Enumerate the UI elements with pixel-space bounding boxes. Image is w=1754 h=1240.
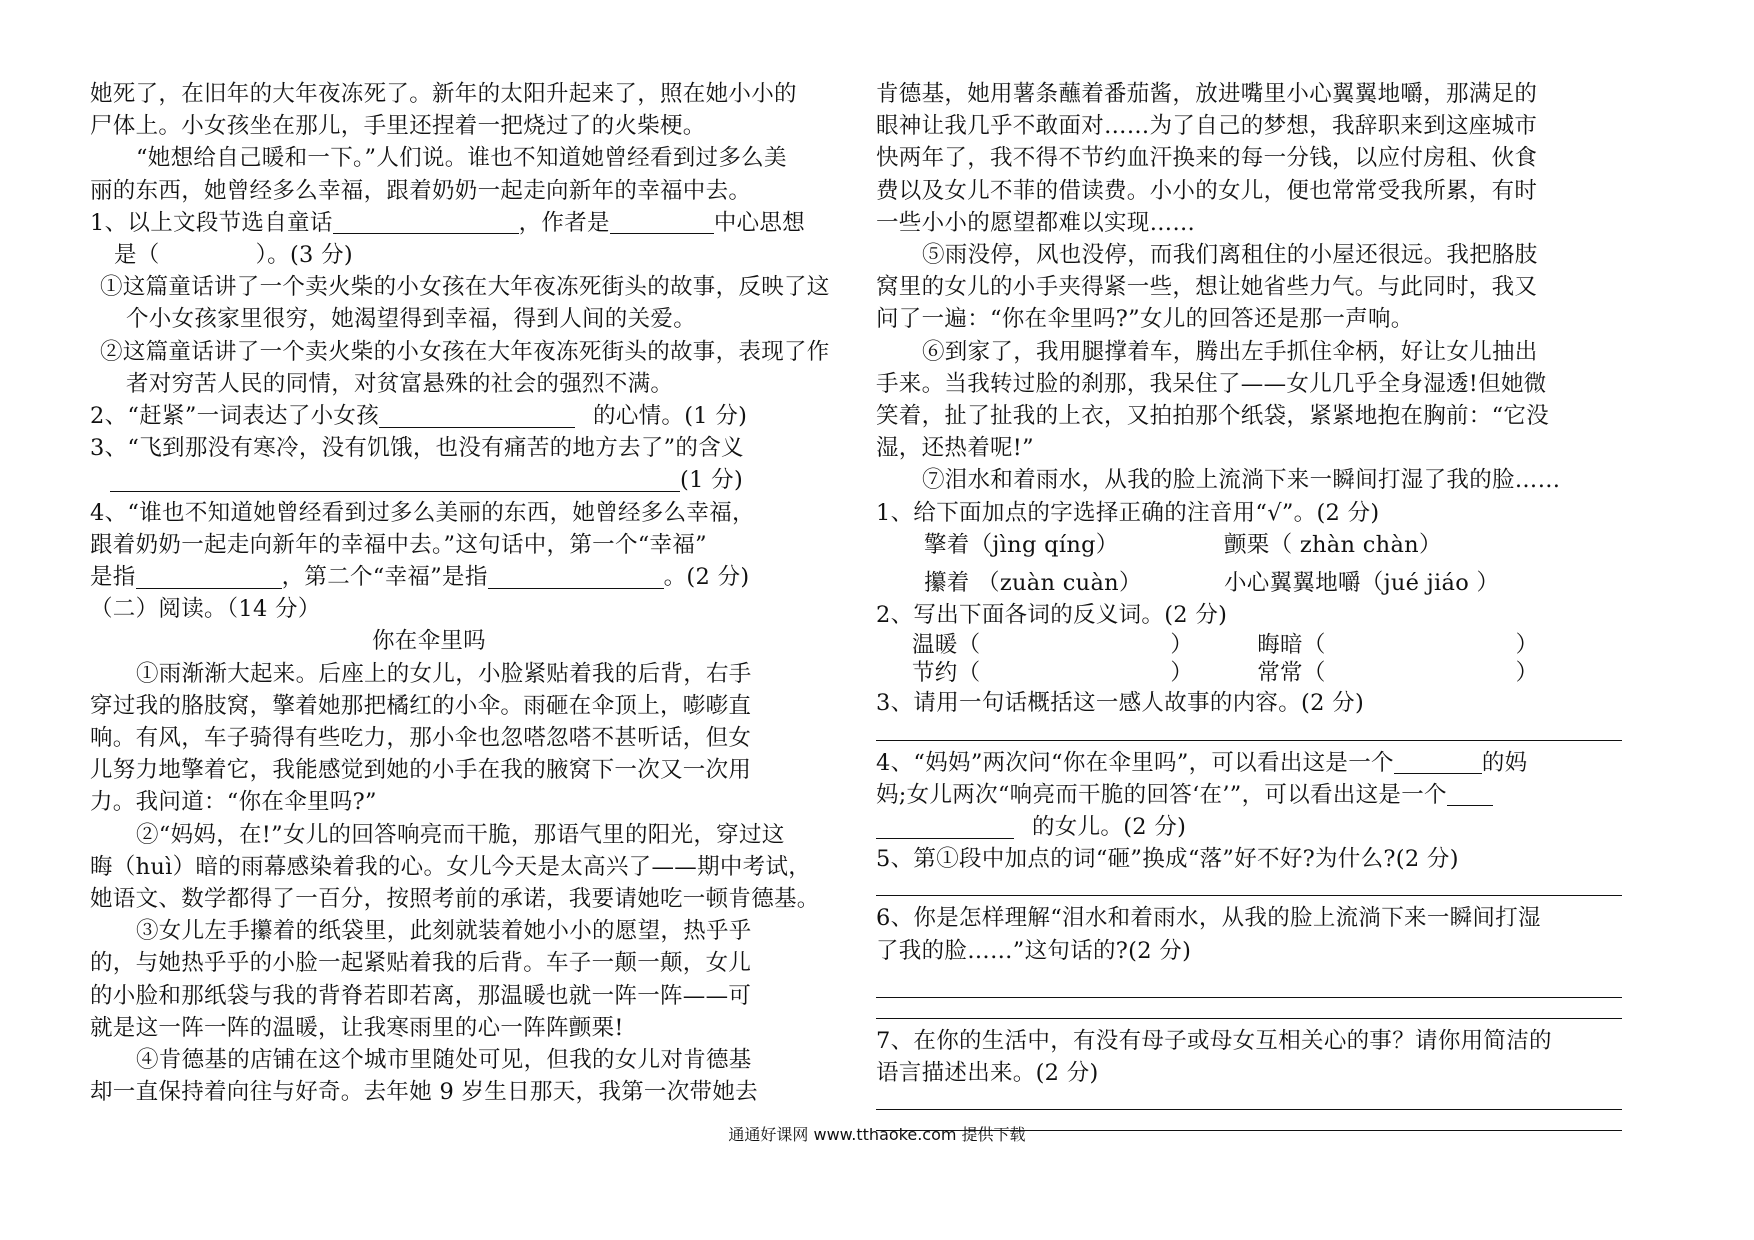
pinyin-choice[interactable]: 攥着 （zuàn cuàn） <box>924 570 1142 597</box>
story-line: 湿，还热着呢!” <box>876 435 1034 462</box>
story-line: 她语文、数学都得了一百分，按照考前的承诺，我要请她吃一顿肯德基。 <box>90 886 820 913</box>
antonym-row: 节约（ ） 常常（ ） <box>912 660 1539 687</box>
answer-line[interactable] <box>876 720 1622 741</box>
reading-question-7: 7、在你的生活中，有没有母子或母女互相关心的事？请你用简洁的 <box>876 1027 1552 1054</box>
reading-question-3: 3、请用一句话概括这一感人故事的内容。(2 分) <box>876 690 1365 717</box>
reading-question-4: 4、“妈妈”两次问“你在伞里吗”，可以看出这是一个 的妈 <box>876 749 1528 776</box>
story-line: ⑦泪水和着雨水，从我的脸上流淌下来一瞬间打湿了我的脸…… <box>922 467 1561 494</box>
story-line: 力。我问道：“你在伞里吗?” <box>90 789 377 816</box>
story-line: 肯德基，她用薯条蘸着番茄酱，放进嘴里小心翼翼地嚼，那满足的 <box>876 81 1538 107</box>
reading-question-4: 妈;女儿两次“响亮而干脆的回答‘在’”，可以看出这是一个 <box>876 779 1622 811</box>
pinyin-choice-row <box>876 529 1622 561</box>
paragraph-line: “她想给自己暖和一下。”人们说。谁也不知道她曾经看到过多么美 <box>136 145 787 172</box>
story-line: ②“妈妈，在!”女儿的回答响亮而干脆，那语气里的阳光，穿过这 <box>136 821 785 848</box>
answer-line[interactable] <box>876 998 1622 1019</box>
option-1-line: ①这篇童话讲了一个卖火柴的小女孩在大年夜冻死街头的故事，反映了这 <box>100 274 830 301</box>
reading-question-6: 6、你是怎样理解“泪水和着雨水，从我的脸上流淌下来一瞬间打湿 <box>876 905 1541 932</box>
story-line: 一些小小的愿望都难以实现…… <box>876 209 1196 236</box>
right-column <box>876 78 1622 1131</box>
paragraph-line: 尸体上。小女孩坐在那儿，手里还捏着一把烧过了的火柴梗。 <box>90 113 706 140</box>
question-4: 跟着奶奶一起走向新年的幸福中去。”这句话中，第一个“幸福” <box>90 531 707 558</box>
story-line: ①雨渐渐大起来。后座上的女儿，小脸紧贴着我的后背，右手 <box>136 660 752 687</box>
story-line: 的小脸和那纸袋与我的背脊若即若离，那温暖也就一阵一阵——可 <box>90 982 752 1009</box>
reading-question-1: 1、给下面加点的字选择正确的注音用“√”。(2 分) <box>876 499 1380 526</box>
reading-question-2: 2、写出下面各词的反义词。(2 分) <box>876 602 1228 629</box>
option-2-line: ②这篇童话讲了一个卖火柴的小女孩在大年夜冻死街头的故事，表现了作 <box>100 338 830 365</box>
option-1-line: 个小女孩家里很穷，她渴望得到幸福，得到人间的关爱。 <box>126 306 697 333</box>
story-line: 晦（huì）暗的雨幕感染着我的心。女儿今天是太高兴了——期中考试， <box>90 853 812 880</box>
answer-blank[interactable] <box>1447 782 1493 807</box>
answer-line[interactable] <box>876 1089 1622 1110</box>
question-1-choice: 是（ ）。(3 分) <box>114 242 353 269</box>
question-2: 2、“赶紧”一词表达了小女孩 的心情。(1 分) <box>90 403 748 430</box>
question-4-answer: 是指 ，第二个“幸福”是指 。(2 分) <box>90 564 750 591</box>
pinyin-choice[interactable]: 小心翼翼地嚼（jué jiáo ） <box>1224 570 1500 597</box>
story-line: 就是这一阵一阵的温暖，让我寒雨里的心一阵阵颤栗! <box>90 1014 624 1041</box>
answer-blank[interactable] <box>136 564 282 589</box>
paragraph-line: 她死了，在旧年的大年夜冻死了。新年的太阳升起来了，照在她小小的 <box>90 81 797 107</box>
reading-question-5: 5、第①段中加点的词“砸”换成“落”好不好?为什么?(2 分) <box>876 846 1459 873</box>
reading-question-7: 语言描述出来。(2 分) <box>876 1060 1099 1087</box>
story-line: 却一直保持着向往与好奇。去年她 9 岁生日那天，我第一次带她去 <box>90 1079 758 1106</box>
pinyin-choice[interactable]: 颤栗（ zhàn chàn） <box>1224 531 1442 558</box>
paragraph-line: 丽的东西，她曾经多么幸福，跟着奶奶一起走向新年的幸福中去。 <box>90 177 752 204</box>
footer-source: 通通好课网 www.tthaoke.com 提供下载 <box>728 1125 1026 1144</box>
story-line: 问了一遍：“你在伞里吗?”女儿的回答还是那一声响。 <box>876 306 1414 333</box>
story-line: 的，与她热乎乎的小脸一起紧贴着我的后背。车子一颠一颠，女儿 <box>90 950 752 977</box>
question-3-answer: (1 分) <box>90 464 838 496</box>
story-line: ④肯德基的店铺在这个城市里随处可见，但我的女儿对肯德基 <box>136 1047 752 1074</box>
story-line: ③女儿左手攥着的纸袋里，此刻就装着她小小的愿望，热乎乎 <box>136 918 752 945</box>
question-4: 4、“谁也不知道她曾经看到过多么美丽的东西，她曾经多么幸福， <box>90 499 755 526</box>
story-line: 手来。当我转过脸的刹那，我呆住了——女儿几乎全身湿透!但她微 <box>876 370 1547 397</box>
story-line: ⑥到家了，我用腿撑着车，腾出左手抓住伞柄，好让女儿抽出 <box>922 338 1538 365</box>
story-line: 窝里的女儿的小手夹得紧一些，想让她省些力气。与此同时，我又 <box>876 274 1538 301</box>
option-2-line: 者对穷苦人民的同情，对贫富悬殊的社会的强烈不满。 <box>126 370 674 397</box>
answer-blank[interactable] <box>610 210 714 235</box>
story-line: 快两年了，我不得不节约血汗换来的每一分钱，以应付房租、伙食 <box>876 145 1538 172</box>
left-column <box>90 78 838 1109</box>
answer-blank[interactable] <box>333 210 519 235</box>
story-line: 费以及女儿不菲的借读费。小小的女儿，便也常常受我所累，有时 <box>876 177 1538 204</box>
answer-blank[interactable] <box>876 814 1014 839</box>
story-line: 穿过我的胳肢窝，擎着她那把橘红的小伞。雨砸在伞顶上，嘭嘭直 <box>90 692 752 719</box>
answer-blank[interactable] <box>488 564 664 589</box>
answer-blank[interactable] <box>1394 750 1482 775</box>
story-line: 眼神让我几乎不敢面对……为了自己的梦想，我辞职来到这座城市 <box>876 113 1538 140</box>
question-3: 3、“飞到那没有寒冷，没有饥饿，也没有痛苦的地方去了”的含义 <box>90 435 744 462</box>
pinyin-choice-row <box>876 567 1622 599</box>
answer-blank[interactable] <box>110 467 680 492</box>
story-line: 笑着，扯了扯我的上衣，又拍拍那个纸袋，紧紧地抱在胸前：“它没 <box>876 403 1550 430</box>
story-line: 儿努力地擎着它，我能感觉到她的小手在我的腋窝下一次又一次用 <box>90 757 752 784</box>
answer-blank[interactable] <box>379 403 575 428</box>
answer-line[interactable] <box>876 977 1622 998</box>
section-heading: （二）阅读。（14 分） <box>90 596 321 623</box>
story-line: ⑤雨没停，风也没停，而我们离租住的小屋还很远。我把胳肢 <box>922 242 1538 269</box>
reading-question-4: 的女儿。(2 分) <box>876 811 1622 843</box>
reading-question-6: 了我的脸……”这句话的?(2 分) <box>876 937 1192 964</box>
pinyin-choice[interactable]: 擎着（jìng qíng） <box>924 531 1119 558</box>
story-title: 你在伞里吗 <box>371 628 486 655</box>
antonym-row: 温暖（ ） 晦暗（ ） <box>912 632 1539 659</box>
story-line: 响。有风，车子骑得有些吃力，那小伞也忽嗒忽嗒不甚听话，但女 <box>90 725 752 752</box>
answer-line[interactable] <box>876 875 1622 896</box>
question-1: 1、以上文段节选自童话 ，作者是 中心思想 <box>90 209 806 236</box>
